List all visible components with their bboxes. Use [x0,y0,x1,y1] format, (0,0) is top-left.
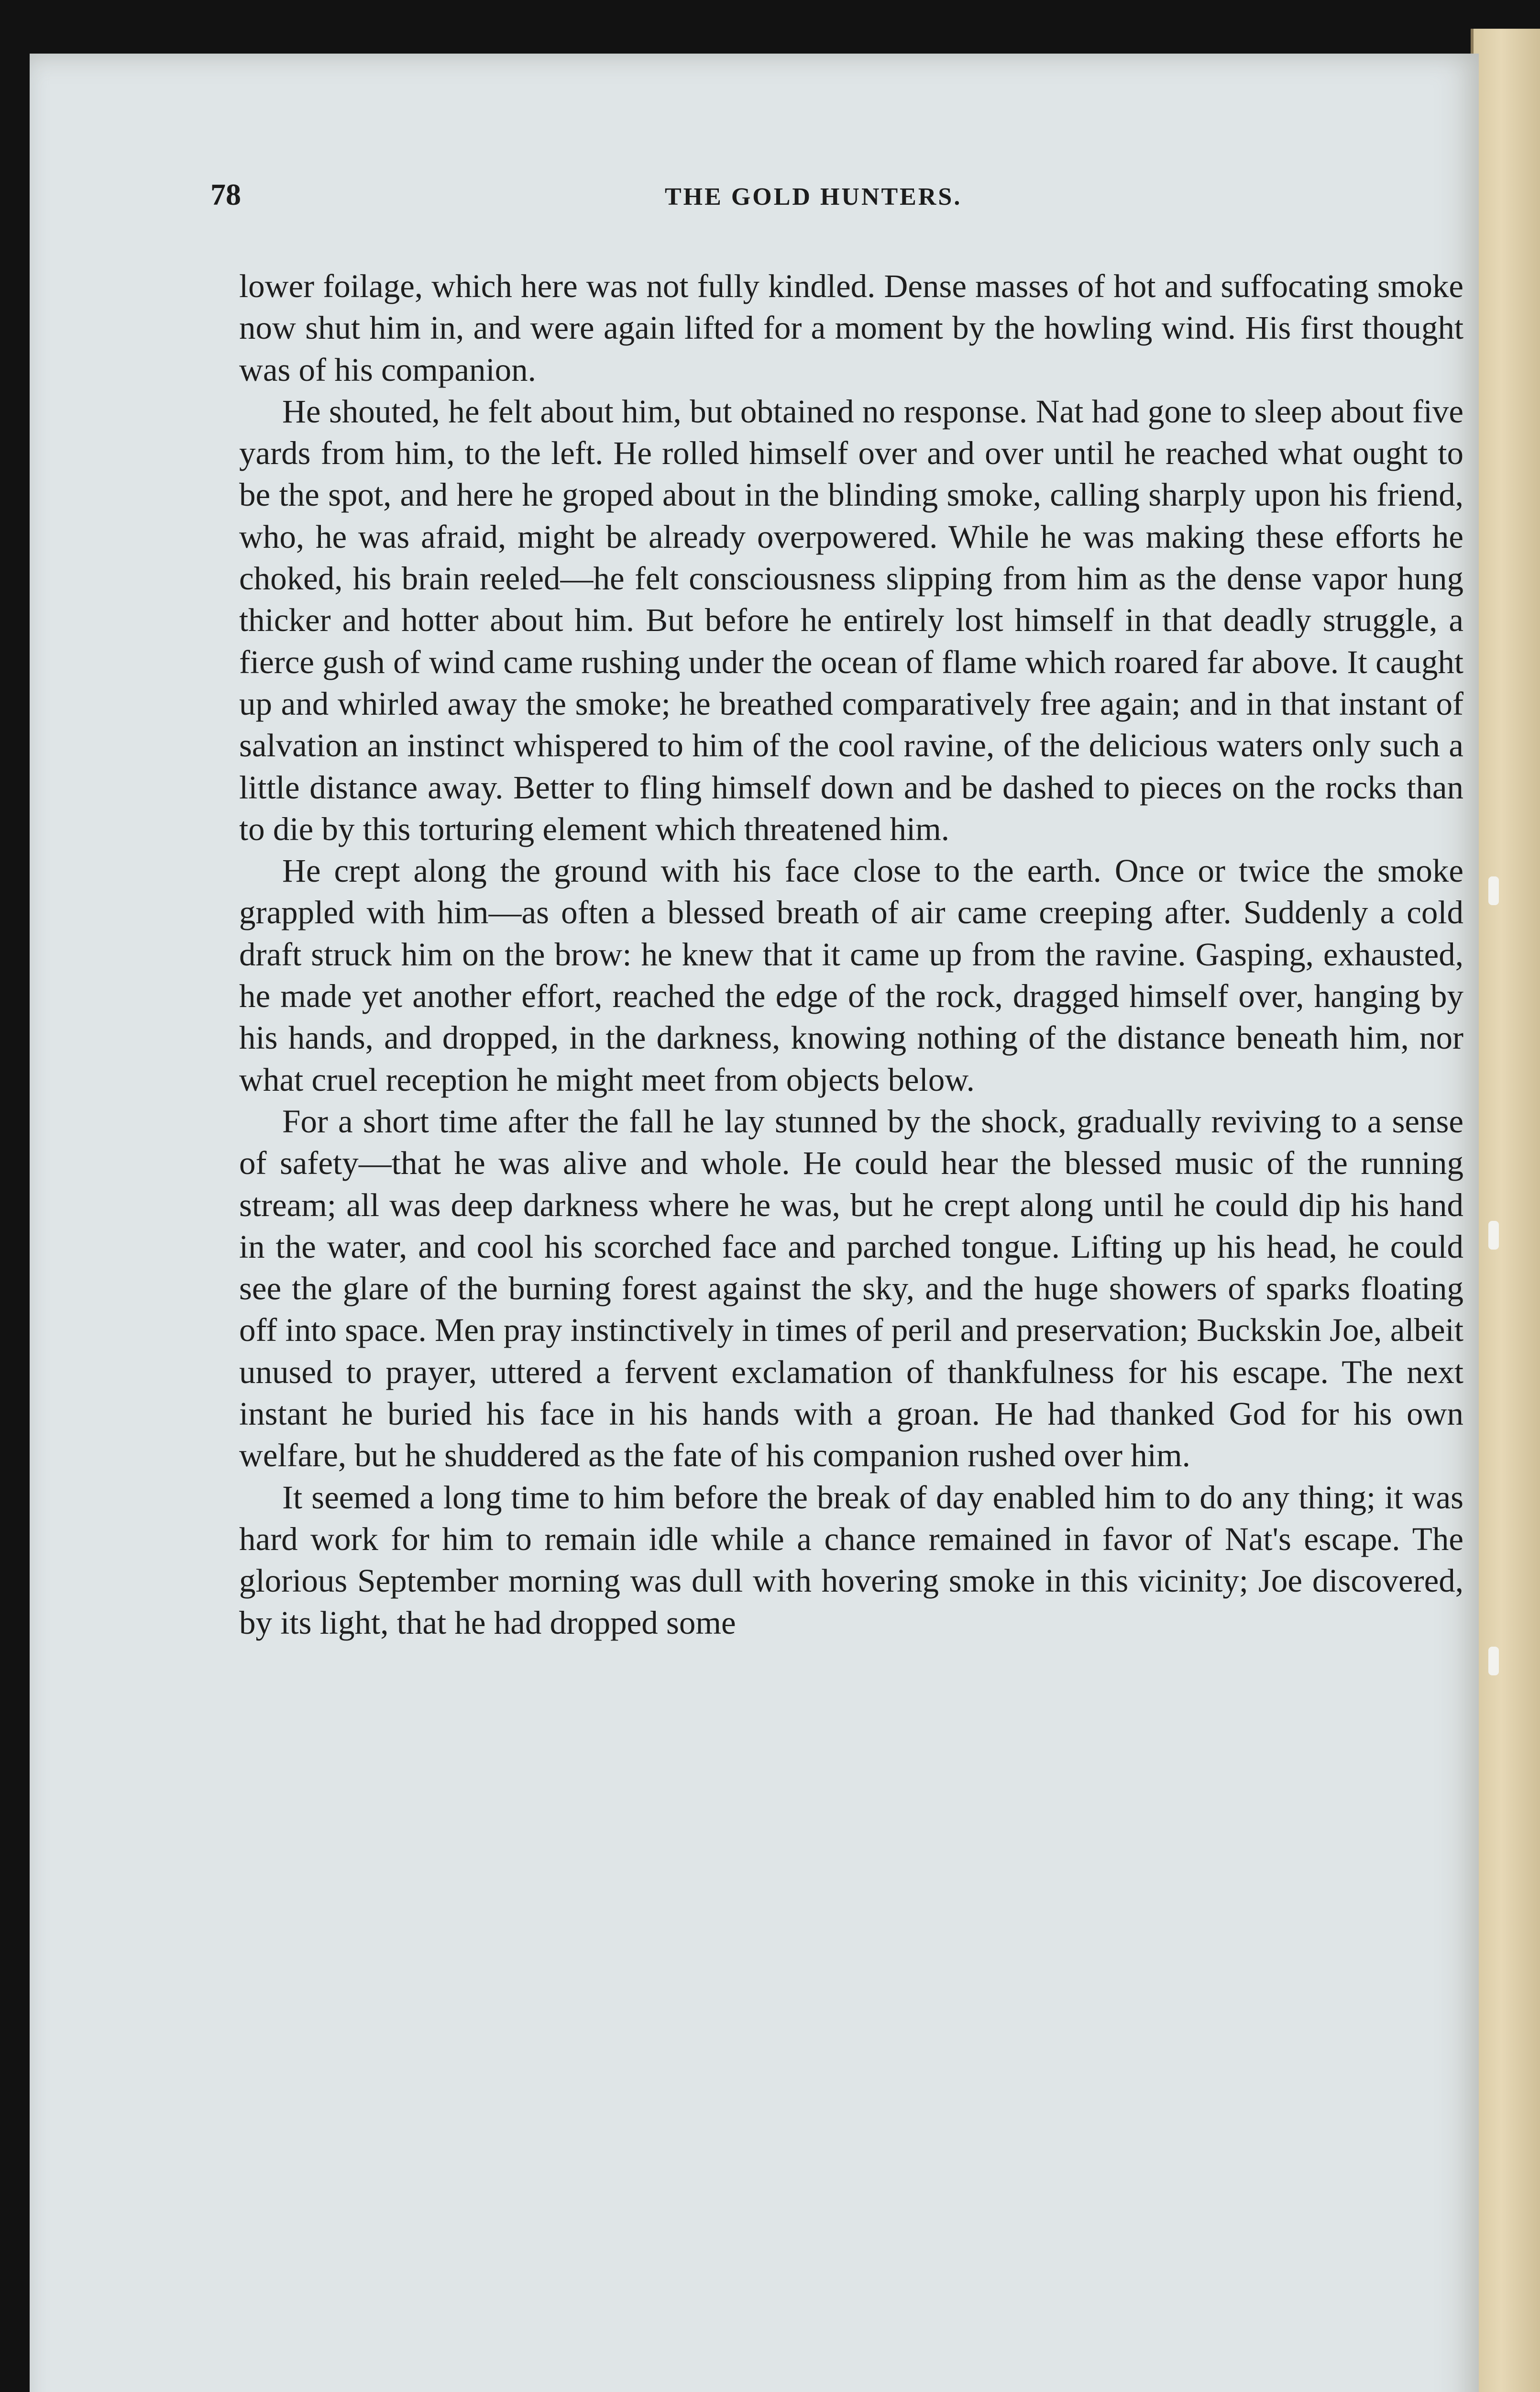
body-text [239,266,1463,1644]
paragraph: He shouted, he felt about him, but obtained no response. Nat had gone to sleep about five yards from him, to the left. He rolled himself over and over until he reached what ought to be the spot, and here he groped about in the blinding smoke, calling sharply upon his friend, who, he was afraid, might be already overpowered. While he was making these efforts he choked, his brain reeled—he felt consciousness slipping from him as the dense vapor hung thicker and hotter about him. But before he entirely lost himself in that deadly struggle, a fierce gush of wind came rushing under the ocean of flame which roared far above. It caught up and whirled away the smoke; he breathed comparatively free again; and in that instant of salvation an instinct whispered to him of the cool ravine, of the delicious waters only such a little distance away. Better to fling himself down and be dashed to pieces on the rocks than to die by this torturing element which threatened him. [239,393,1463,847]
page-number: 78 [210,177,241,211]
adjacent-page-edge [1471,29,1540,2392]
running-head [210,177,1463,230]
paragraph: For a short time after the fall he lay stunned by the shock, gradually reviving to a sense of safety—that he was alive and whole. He could hear the blessed music of the running stream; all was deep darkness where he was, but he crept along until he could dip his hand in the water, and cool his scorched face and parched tongue. Lifting up his head, he could see the glare of the burning forest against the sky, and the huge showers of sparks floating off into space. Men pray instinctively in times of peril and preservation; Buckskin Joe, albeit unused to prayer, uttered a fervent exclamation of thankfulness for his escape. The next instant he buried his face in his hands with a groan. He had thanked God for his own welfare, but he shuddered as the fate of his companion rushed over him. [239,1103,1463,1474]
paragraph: He crept along the ground with his face close to the earth. Once or twice the smoke grappled with him—as often a blessed breath of air came creeping after. Suddenly a cold draft struck him on the brow: he knew that it came up from the ravine. Gasping, exhausted, he made yet another effort, reached the edge of the rock, dragged himself over, hanging by his hands, and dropped, in the darkness, knowing nothing of the distance beneath him, nor what cruel reception he might meet from objects below. [239,853,1463,1098]
running-title: THE GOLD HUNTERS. [665,183,962,210]
paragraph: It seemed a long time to him before the break of day enabled him to do any thing; it was hard work for him to remain idle while a chance remained in favor of Nat's escape. The glorious September morning was dull with hovering smoke in this vicinity; Joe discovered, by its light, that he had dropped some [239,1479,1463,1641]
paragraph: lower foilage, which here was not fully kindled. Dense masses of hot and suffocating smoke now shut him in, and were again lifted for a moment by the howling wind. His first thought was of his companion. [239,268,1463,388]
